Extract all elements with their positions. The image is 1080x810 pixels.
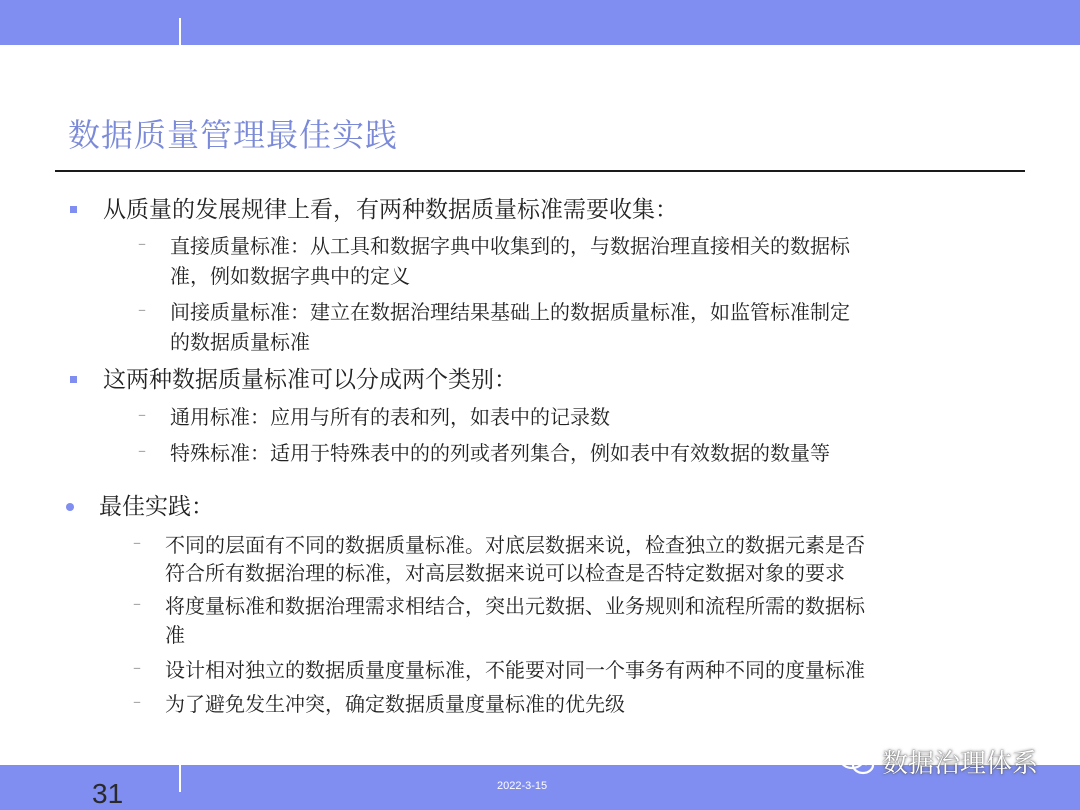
section-1-item-1-line-1: 直接质量标准：从工具和数据字典中收集到的，与数据治理直接相关的数据标	[170, 234, 850, 258]
dash-bullet-icon: –	[138, 234, 146, 253]
dash-bullet-icon: –	[133, 594, 141, 613]
section-3-heading: 最佳实践：	[99, 494, 214, 520]
square-bullet-icon	[70, 376, 77, 383]
wechat-icon	[838, 745, 876, 777]
watermark-text: 数据治理体系	[882, 748, 1039, 779]
dash-bullet-icon: –	[133, 533, 141, 552]
section-3-item-2-line-1: 将度量标准和数据治理需求相结合，突出元数据、业务规则和流程所需的数据标	[165, 594, 865, 618]
section-2-heading: 这两种数据质量标准可以分成两个类别：	[103, 367, 517, 393]
dash-bullet-icon: –	[133, 692, 141, 711]
section-1-item-1-line-2: 准，例如数据字典中的定义	[170, 264, 410, 288]
section-3-item-1-line-2: 符合所有数据治理的标准，对高层数据来说可以检查是否特定数据对象的要求	[165, 561, 845, 585]
watermark	[838, 743, 1038, 779]
slide-date: 2022-3-15	[497, 780, 548, 792]
section-2-item-1: 通用标准：应用与所有的表和列，如表中的记录数	[170, 405, 610, 429]
section-3-item-4: 为了避免发生冲突，确定数据质量度量标准的优先级	[165, 692, 625, 716]
section-1-item-2-line-2: 的数据质量标准	[170, 330, 310, 354]
square-bullet-icon	[70, 206, 77, 213]
page-number: 31	[92, 778, 124, 809]
dash-bullet-icon: –	[138, 300, 146, 319]
dash-bullet-icon: –	[138, 441, 146, 460]
dash-bullet-icon: –	[133, 658, 141, 677]
bottom-banner-tick	[179, 765, 181, 792]
dot-bullet-icon	[66, 503, 74, 511]
section-1-heading: 从质量的发展规律上看，有两种数据质量标准需要收集：	[103, 197, 678, 223]
section-2-item-2: 特殊标准：适用于特殊表中的的列或者列集合，例如表中有效数据的数量等	[170, 441, 830, 465]
section-3-item-3: 设计相对独立的数据质量度量标准，不能要对同一个事务有两种不同的度量标准	[165, 658, 865, 682]
slide-title: 数据质量管理最佳实践	[68, 116, 399, 154]
section-1-item-2-line-1: 间接质量标准：建立在数据治理结果基础上的数据质量标准，如监管标准制定	[170, 300, 850, 324]
section-3-item-1-line-1: 不同的层面有不同的数据质量标准。对底层数据来说，检查独立的数据元素是否	[165, 533, 865, 557]
section-3-item-2-line-2: 准	[165, 623, 185, 647]
dash-bullet-icon: –	[138, 405, 146, 424]
